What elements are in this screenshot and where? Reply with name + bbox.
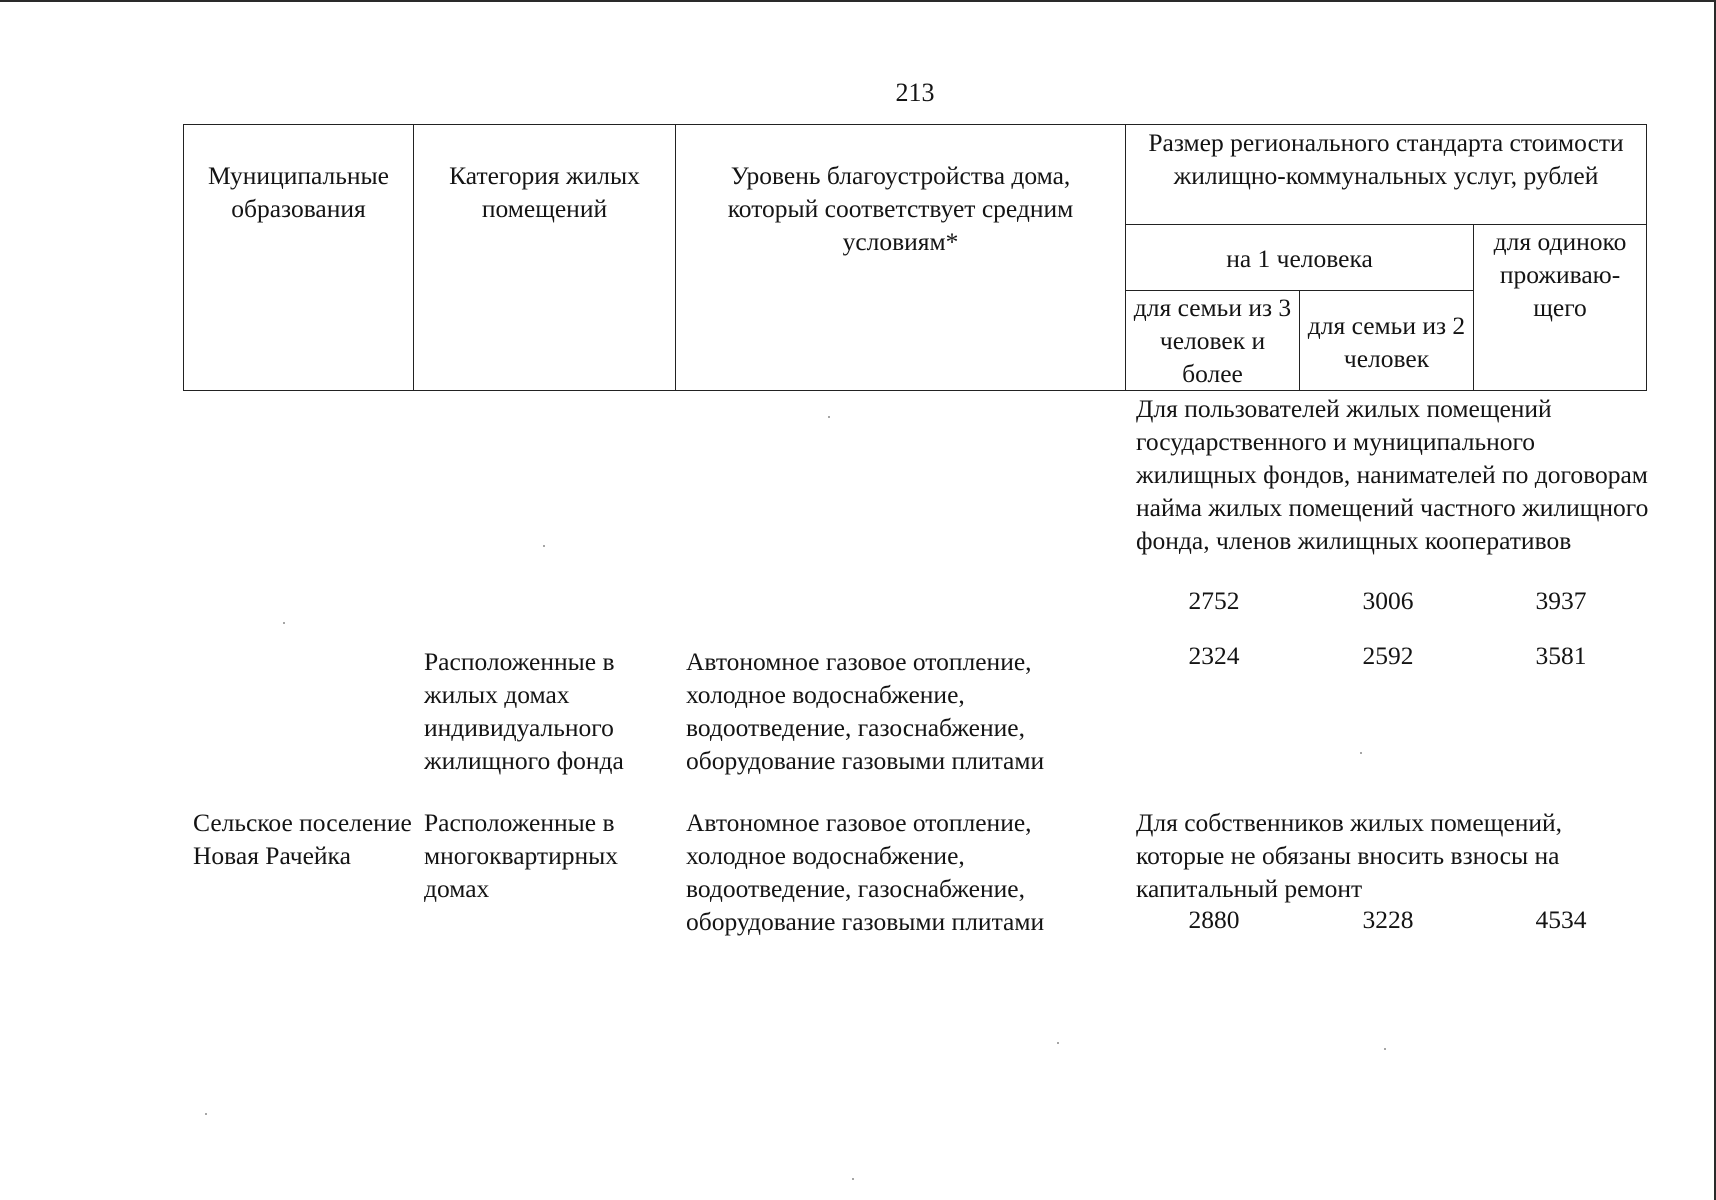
header-single: для одиноко проживаю-щего xyxy=(1474,225,1647,391)
scan-speck xyxy=(852,1178,854,1180)
header-municipality: Муниципальные образования xyxy=(184,125,414,391)
value-family3: 2880 xyxy=(1188,905,1240,934)
value-family2: 3228 xyxy=(1362,905,1414,934)
value-single: 3581 xyxy=(1535,641,1587,670)
scan-speck xyxy=(1360,752,1362,754)
scan-speck xyxy=(1057,1042,1059,1044)
value-family3: 2324 xyxy=(1188,641,1240,670)
row-municipality: Сельское поселение Новая Рачейка xyxy=(193,808,412,870)
header-per-person: на 1 человека xyxy=(1126,225,1474,291)
scan-speck xyxy=(828,416,830,418)
scan-speck xyxy=(283,622,285,624)
header-level: Уровень благоустройства дома, который соответствует средним условиям* xyxy=(676,125,1126,391)
scan-speck xyxy=(205,1113,207,1115)
value-family3: 2752 xyxy=(1188,586,1240,615)
value-single: 3937 xyxy=(1535,586,1587,615)
header-family2: для семьи из 2 человек xyxy=(1300,291,1474,391)
owners-note: Для собственников жилых помещений, которые не обязаны вносить взносы на капитальный ремонт xyxy=(1136,808,1563,903)
scan-speck xyxy=(1384,1048,1386,1050)
header-standard: Размер регионального стандарта стоимости жилищно-коммунальных услуг, рублей xyxy=(1126,125,1647,225)
row-category: Расположенные в многоквартирных домах xyxy=(424,808,619,903)
scan-top-edge xyxy=(0,0,1716,2)
value-family2: 2592 xyxy=(1362,641,1414,670)
value-single: 4534 xyxy=(1535,905,1587,934)
value-family2: 3006 xyxy=(1362,586,1414,615)
tenants-note: Для пользователей жилых помещений государственного и муниципального жилищных фондов, нанимателей по договорам найма жилых помещений частного жилищного фонда, членов жилищных кооперативов xyxy=(1136,394,1649,555)
header-family3: для семьи из 3 человек и более xyxy=(1126,291,1300,391)
table-header xyxy=(183,124,1647,391)
page-number: 213 xyxy=(895,78,935,107)
scan-speck xyxy=(543,545,545,547)
row-level: Автономное газовое отопление, холодное водоснабжение, водоотведение, газоснабжение, оборудование газовыми плитами xyxy=(686,808,1045,936)
row-category: Расположенные в жилых домах индивидуального жилищного фонда xyxy=(424,647,624,775)
header-category: Категория жилых помещений xyxy=(414,125,676,391)
row-level: Автономное газовое отопление, холодное водоснабжение, водоотведение, газоснабжение, оборудование газовыми плитами xyxy=(686,647,1045,775)
